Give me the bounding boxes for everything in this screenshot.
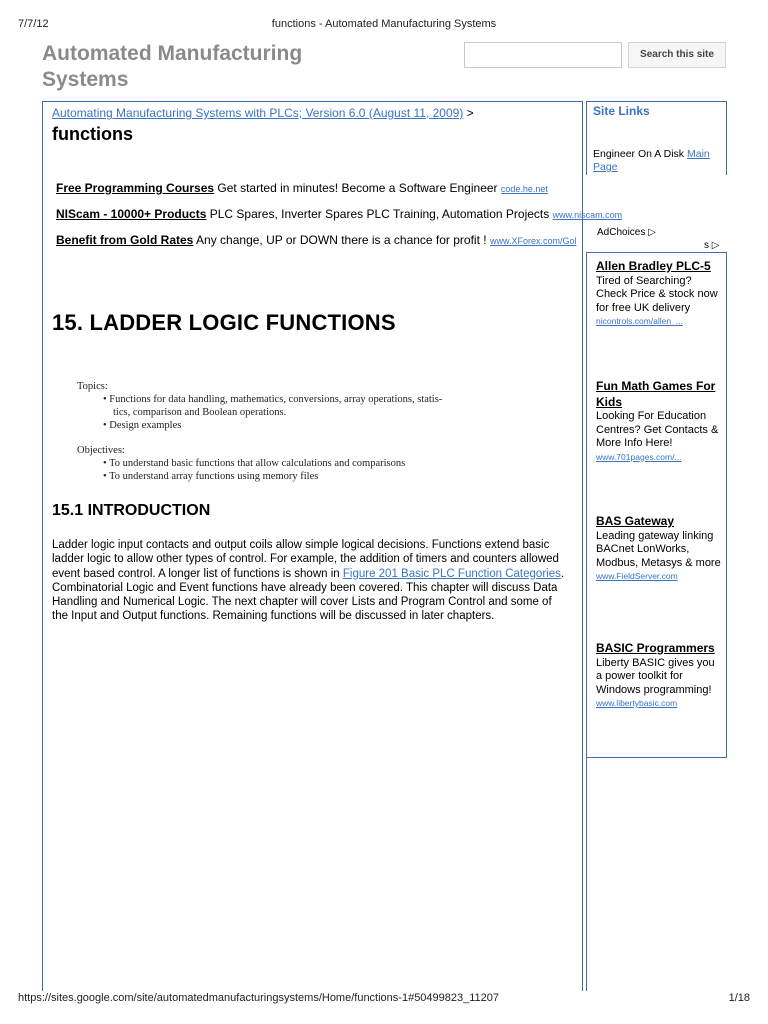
topics-heading: Topics:	[77, 381, 108, 392]
side-ad-url[interactable]: nicontrols.com/allen_...	[596, 316, 683, 326]
side-ad[interactable]	[596, 259, 722, 329]
side-ad-title[interactable]: BAS Gateway	[596, 514, 675, 528]
intro-text: Ladder logic input contacts and output coils allow simple logical decisions. Functions extend basic ladder logic to allow other types of control. For example, the addition of timers and counters allowed event based control. A longer list of functions is shown in	[52, 539, 559, 580]
site-title[interactable]: Automated Manufacturing Systems	[42, 42, 303, 91]
side-ad-text: Liberty BASIC gives you a power toolkit for Windows programming!	[596, 656, 715, 696]
ad-url[interactable]: code.he.net	[500, 184, 548, 194]
ad-url[interactable]: www.XForex.com/Gol	[489, 236, 577, 246]
sidebar-link-main-page	[593, 148, 723, 174]
breadcrumb-link[interactable]: Automating Manufacturing Systems with PLCs; Version 6.0 (August 11, 2009)	[52, 106, 464, 120]
ad-text: Get started in minutes! Become a Software Engineer	[217, 181, 498, 195]
sidebar-divider	[586, 758, 587, 991]
ad-text: Any change, UP or DOWN there is a chance for profit !	[196, 233, 487, 247]
ad-text: PLC Spares, Inverter Spares PLC Training, Automation Projects	[209, 207, 550, 221]
side-ad-text: Tired of Searching? Check Price & stock now for free UK delivery	[596, 274, 718, 314]
sidebar-link-prefix: Engineer On A Disk	[593, 148, 685, 160]
print-page-number: 1/18	[728, 992, 750, 1004]
print-url: https://sites.google.com/site/automatedmanufacturingsystems/Home/functions-1#50499823_11207	[18, 992, 500, 1004]
side-ad-url[interactable]: www.701pages.com/...	[596, 451, 682, 462]
ad-item[interactable]	[56, 233, 578, 247]
sidebar-heading: Site Links	[593, 104, 650, 118]
side-ad[interactable]	[596, 514, 722, 584]
print-date: 7/7/12	[18, 18, 49, 30]
side-ad-url[interactable]: www.FieldServer.com	[596, 571, 678, 581]
topic-item: • Design examples	[103, 420, 182, 431]
side-ad-text: Looking For Education Centres? Get Contacts & More Info Here!	[596, 410, 719, 449]
ad-item[interactable]	[56, 181, 578, 195]
figure-link[interactable]: Figure 201 Basic PLC Function Categories	[342, 567, 561, 580]
section-title: 15.1 INTRODUCTION	[52, 502, 211, 519]
objectives-heading: Objectives:	[77, 445, 125, 456]
topic-item: tics, comparison and Boolean operations.	[113, 407, 287, 418]
chapter-title: 15. LADDER LOGIC FUNCTIONS	[52, 310, 396, 335]
adchoices-label: AdChoices	[597, 227, 646, 238]
side-ad-title[interactable]: Fun Math Games For Kids	[596, 379, 716, 409]
adchoices-partial: s	[704, 240, 709, 251]
print-title: functions - Automated Manufacturing Systems	[271, 18, 497, 30]
search-button[interactable]: Search this site	[628, 42, 726, 68]
page-title: functions	[52, 124, 133, 144]
ad-title[interactable]: NIScam - 10000+ Products	[56, 207, 207, 221]
adchoices-icon: ▷	[711, 240, 720, 251]
ad-item[interactable]	[56, 207, 623, 221]
topics-block	[77, 380, 442, 483]
objective-item: • To understand array functions using memory files	[103, 471, 319, 482]
adchoices-link[interactable]	[597, 227, 656, 238]
side-ad-text: Leading gateway linking BACnet LonWorks, Modbus, Metasys & more	[596, 529, 721, 569]
side-ad[interactable]	[596, 379, 722, 464]
ad-url[interactable]: www.niscam.com	[552, 210, 623, 220]
topic-item: • Functions for data handling, mathematics, conversions, array operations, statis-	[103, 394, 443, 405]
main-page-link[interactable]: Main Page	[593, 148, 710, 173]
adchoices-icon: ▷	[648, 227, 656, 238]
intro-paragraph	[52, 538, 567, 624]
intro-text-continued: . Combinatorial Logic and Event functions have already been covered. This chapter will discuss Data Handling and Numerical Logic. The next chapter will cover Lists and Program Control and some of the Input and Output functions. Remaining functions will be discussed in later chapters.	[52, 567, 565, 623]
ad-title[interactable]: Benefit from Gold Rates	[56, 233, 194, 247]
adchoices-link-secondary[interactable]	[704, 240, 719, 251]
side-ad-title[interactable]: BASIC Programmers	[596, 641, 715, 655]
breadcrumb	[52, 106, 474, 120]
ad-title[interactable]: Free Programming Courses	[56, 181, 215, 195]
breadcrumb-separator: >	[466, 106, 474, 120]
side-ad-title[interactable]: Allen Bradley PLC-5	[596, 259, 711, 273]
objective-item: • To understand basic functions that allow calculations and comparisons	[103, 458, 406, 469]
side-ad-url[interactable]: www.libertybasic.com	[596, 698, 678, 708]
side-ad[interactable]	[596, 641, 722, 711]
search-input[interactable]	[464, 42, 622, 68]
